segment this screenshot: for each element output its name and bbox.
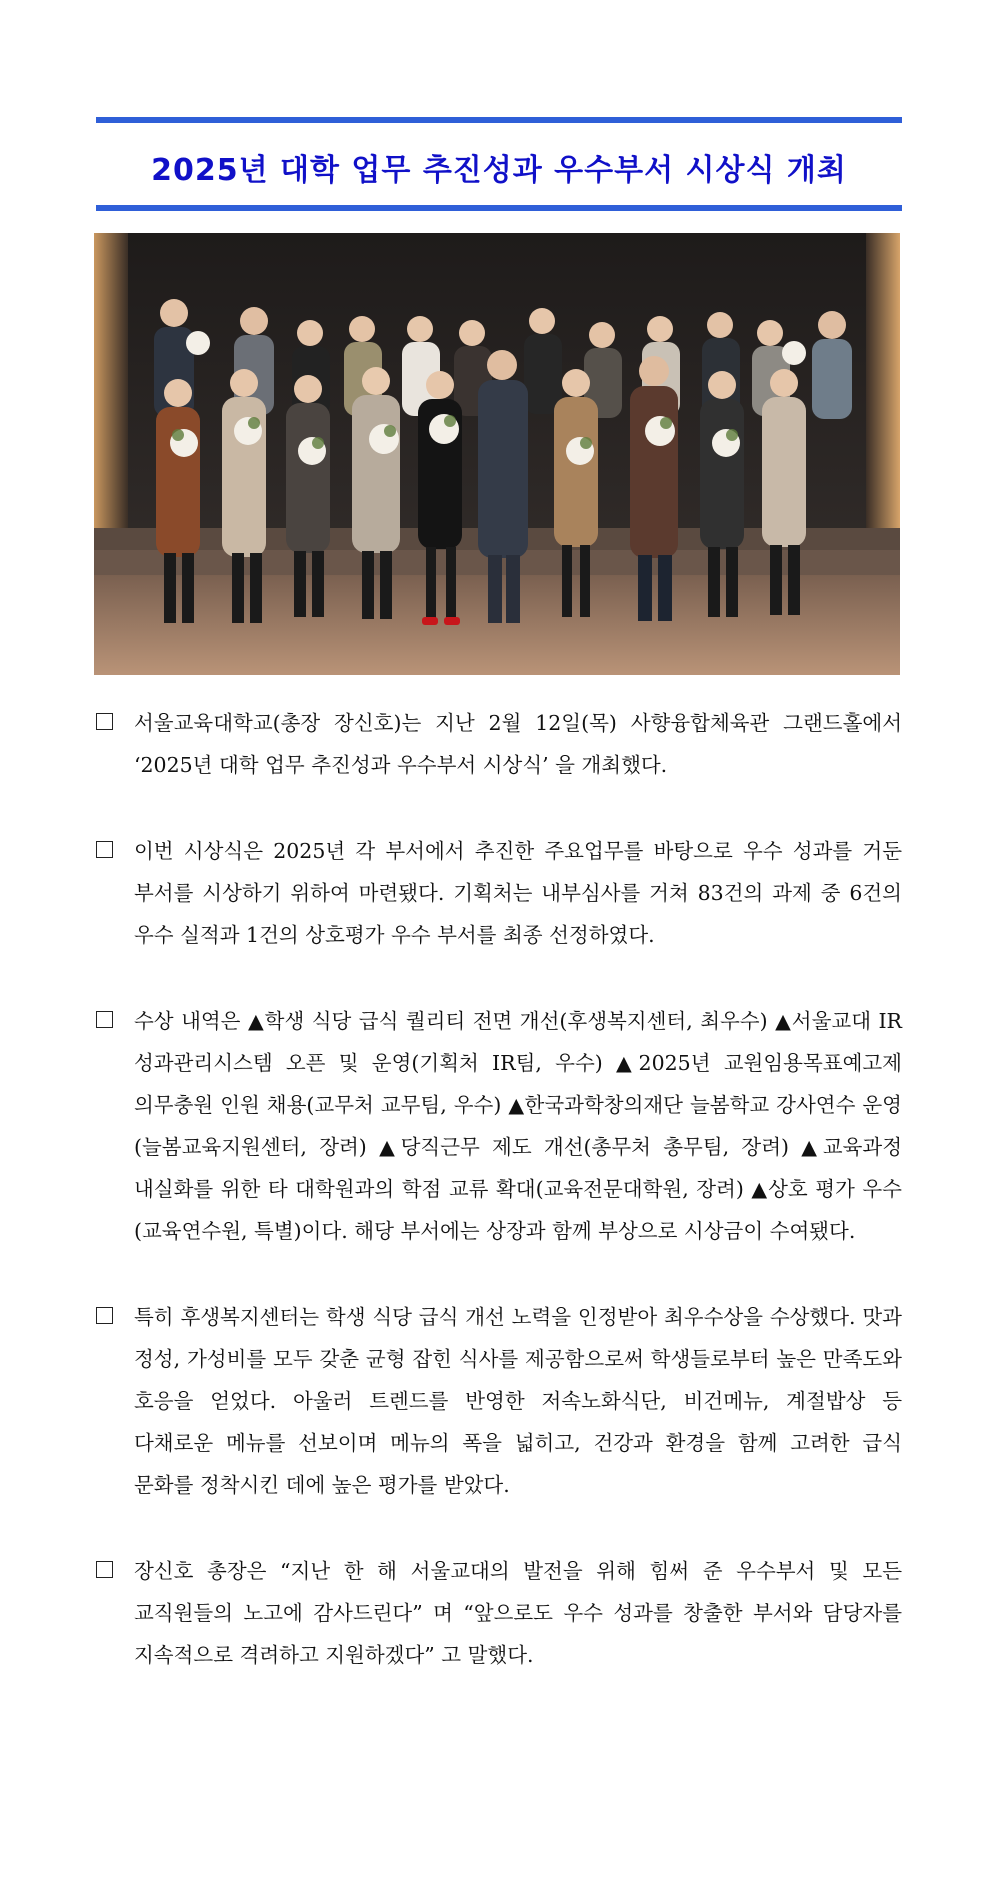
paragraph: [96, 1550, 902, 1676]
paragraph: [96, 702, 902, 786]
checkbox-bullet-icon: [96, 713, 113, 730]
paragraph-text: 이번 시상식은 2025년 각 부서에서 추진한 주요업무를 바탕으로 우수 성과를 거둔 부서를 시상하기 위하여 마련됐다. 기획처는 내부심사를 거쳐 83건의 과제 중 6건의 우수 실적과 1건의 상호평가 우수 부서를 최종 선정하였다.: [134, 839, 902, 947]
paragraph-text: 특히 후생복지센터는 학생 식당 급식 개선 노력을 인정받아 최우수상을 수상했다. 맛과 정성, 가성비를 모두 갖춘 균형 잡힌 식사를 제공함으로써 학생들로부터 높은 만족도와 호응을 얻었다. 아울러 트렌드를 반영한 저속노화식단, 비건메뉴, 계절밥상 등 다채로운 메뉴를 선보이며 메뉴의 폭을 넓히고, 건강과 환경을 함께 고려한 급식 문화를 정착시킨 데에 높은 평가를 받았다.: [134, 1305, 902, 1497]
title-bottom-rule: [96, 205, 902, 211]
paragraph: [96, 830, 902, 956]
checkbox-bullet-icon: [96, 1561, 113, 1578]
checkbox-bullet-icon: [96, 841, 113, 858]
checkbox-bullet-icon: [96, 1307, 113, 1324]
group-photo: [94, 233, 900, 675]
paragraph-text: 장신호 총장은 “지난 한 해 서울교대의 발전을 위해 힘써 준 우수부서 및 모든 교직원들의 노고에 감사드린다” 며 “앞으로도 우수 성과를 창출한 부서와 담당자를 지속적으로 격려하고 지원하겠다” 고 말했다.: [134, 1559, 902, 1667]
paragraph: [96, 1000, 902, 1252]
paragraph-text: 수상 내역은 ▲학생 식당 급식 퀄리티 전면 개선(후생복지센터, 최우수) ▲서울교대 IR 성과관리시스템 오픈 및 운영(기획처 IR팀, 우수) ▲2025년 교원임용목표예고제 의무충원 인원 채용(교무처 교무팀, 우수) ▲한국과학창의재단 늘봄학교 강사연수 운영(늘봄교육지원센터, 장려) ▲당직근무 제도 개선(총무처 총무팀, 장려) ▲교육과정 내실화를 위한 타 대학원과의 학점 교류 확대(교육전문대학원, 장려) ▲상호 평가 우수(교육연수원, 특별)이다. 해당 부서에는 상장과 함께 부상으로 시상금이 수여됐다.: [134, 1009, 902, 1243]
paragraph-text: 서울교육대학교(총장 장신호)는 지난 2월 12일(목) 사향융합체육관 그랜드홀에서 ‘2025년 대학 업무 추진성과 우수부서 시상식’ 을 개최했다.: [134, 711, 902, 777]
page-title: 2025년 대학 업무 추진성과 우수부서 시상식 개최: [151, 153, 847, 188]
checkbox-bullet-icon: [96, 1011, 113, 1028]
body-paragraphs: [96, 702, 902, 1720]
group-photo-illustration: [94, 233, 900, 675]
paragraph: [96, 1296, 902, 1506]
title-top-rule: [96, 117, 902, 123]
title-block: [96, 117, 902, 211]
